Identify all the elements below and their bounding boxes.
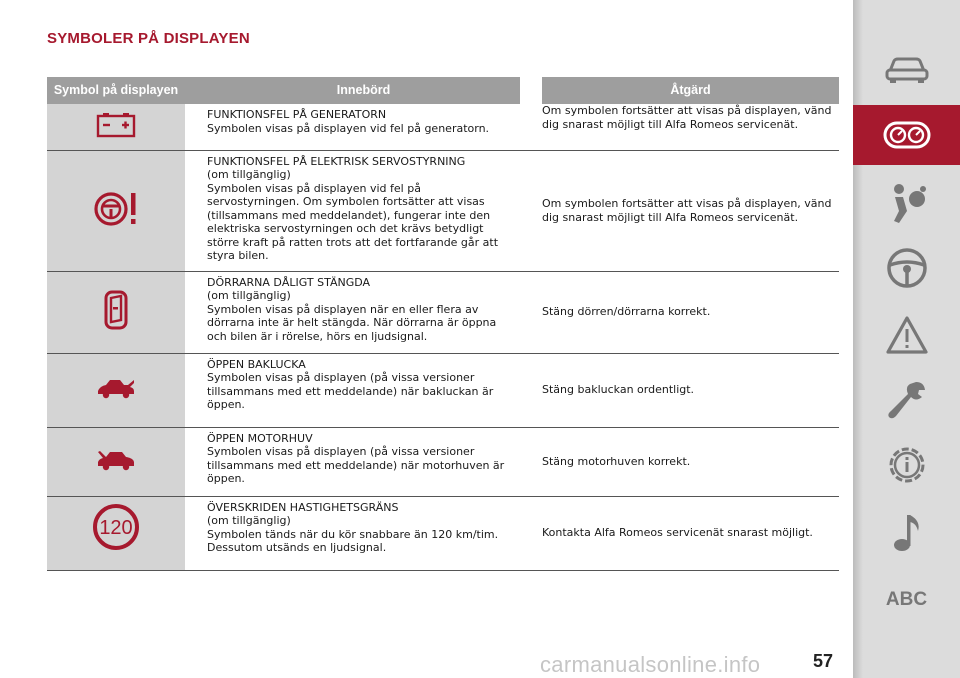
watermark: carmanualsonline.info: [540, 652, 761, 677]
nav-car[interactable]: [853, 45, 960, 95]
speed-limit-120-icon: [92, 503, 140, 551]
action-cell: Om symbolen fortsätter att visas på displayen, vänd dig snarast möjligt till Alfa Romeos servicenät.: [542, 104, 839, 150]
meaning-cell: [207, 353, 520, 427]
action-cell: Kontakta Alfa Romeos servicenät snarast möjligt.: [542, 496, 839, 570]
speed-limit-value: 120: [99, 516, 133, 539]
meaning-text: Symbolen visas på displayen vid fel på servostyrningen. Om symbolen fortsätter att visas (tillsammans med meddelandet), fungerar inte den elektriska servostyrningen och det krävs betydligt större kraft på ratten trots att det fortfarande går att styra bilen.: [207, 181, 499, 262]
table-row: [47, 496, 839, 570]
battery-warning-icon: [96, 111, 136, 139]
nav-dashboard[interactable]: [853, 105, 960, 165]
section-title: SYMBOLER PÅ DISPLAYEN: [47, 30, 250, 47]
symbol-table: [47, 77, 839, 571]
header-meaning: Innebörd: [207, 77, 520, 104]
header-symbol: Symbol på displayen: [47, 77, 185, 104]
meaning-sub: (om tillgänglig): [207, 514, 291, 527]
nav-emergency[interactable]: [853, 310, 960, 360]
meaning-text: Symbolen visas på displayen när en eller flera av dörrarna inte är helt stängda. När dörrarna är öppna och bilen är i rörelse, hörs en ljudsignal.: [207, 302, 497, 343]
table-row: [47, 104, 839, 150]
dashboard-icon: [883, 121, 931, 149]
table-header-row: [47, 77, 839, 104]
symbol-cell: [47, 496, 185, 570]
symbol-cell: [47, 104, 185, 150]
hood-open-icon: [96, 449, 136, 471]
door-open-icon: [104, 290, 128, 330]
trunk-open-icon: [96, 377, 136, 399]
meaning-text: Symbolen visas på displayen (på vissa versioner tillsammans med ett meddelande) när bakluckan är öppen.: [207, 371, 494, 411]
meaning-text: Symbolen tänds när du kör snabbare än 120 km/tim. Dessutom utsänds en ljudsignal.: [207, 527, 499, 554]
meaning-title: ÖVERSKRIDEN HASTIGHETSGRÄNS: [207, 500, 399, 514]
action-cell: Stäng bakluckan ordentligt.: [542, 353, 839, 427]
car-icon: [884, 55, 930, 85]
gear-info-icon: [885, 443, 929, 487]
action-cell: Stäng motorhuven korrekt.: [542, 427, 839, 496]
meaning-title: FUNKTIONSFEL PÅ ELEKTRISK SERVOSTYRNING: [207, 154, 466, 168]
symbol-cell: [47, 150, 185, 271]
symbol-cell: [47, 271, 185, 353]
meaning-title: DÖRRARNA DÅLIGT STÄNGDA: [207, 275, 371, 289]
meaning-title: ÖPPEN MOTORHUV: [207, 431, 313, 445]
music-note-icon: [891, 511, 923, 553]
meaning-cell: [207, 150, 520, 271]
action-cell: Om symbolen fortsätter att visas på displayen, vänd dig snarast möjligt till Alfa Romeos servicenät.: [542, 150, 839, 271]
table-row: [47, 353, 839, 427]
nav-starting[interactable]: [853, 243, 960, 293]
meaning-text: Symbolen visas på displayen (på vissa versioner tillsammans med ett meddelande) när motorhuven är öppen.: [207, 445, 505, 485]
nav-technical-data[interactable]: [853, 440, 960, 490]
warning-triangle-icon: [885, 315, 929, 355]
meaning-cell: [207, 104, 520, 150]
nav-safety[interactable]: [853, 178, 960, 228]
table-row: [47, 271, 839, 353]
wrench-icon: [886, 378, 928, 422]
meaning-cell: [207, 271, 520, 353]
symbol-cell: [47, 427, 185, 496]
meaning-title: ÖPPEN BAKLUCKA: [207, 357, 306, 371]
table-row: [47, 150, 839, 271]
meaning-title: FUNKTIONSFEL PÅ GENERATORN: [207, 108, 387, 121]
symbol-cell: [47, 353, 185, 427]
header-action: Åtgärd: [542, 77, 839, 104]
airbag-icon: [885, 181, 929, 225]
table-row: [47, 427, 839, 496]
meaning-sub: (om tillgänglig): [207, 289, 291, 302]
nav-multimedia[interactable]: [853, 507, 960, 557]
power-steering-fault-icon: [93, 189, 139, 229]
nav-maintenance[interactable]: [853, 375, 960, 425]
meaning-text: Symbolen visas på displayen vid fel på generatorn.: [207, 121, 490, 135]
nav-index[interactable]: [853, 585, 960, 615]
meaning-sub: (om tillgänglig): [207, 168, 291, 181]
steering-wheel-icon: [886, 247, 928, 289]
meaning-cell: [207, 496, 520, 570]
action-cell: Stäng dörren/dörrarna korrekt.: [542, 271, 839, 353]
index-label: ABC: [885, 589, 928, 610]
page-number: 57: [813, 651, 834, 671]
meaning-cell: [207, 427, 520, 496]
